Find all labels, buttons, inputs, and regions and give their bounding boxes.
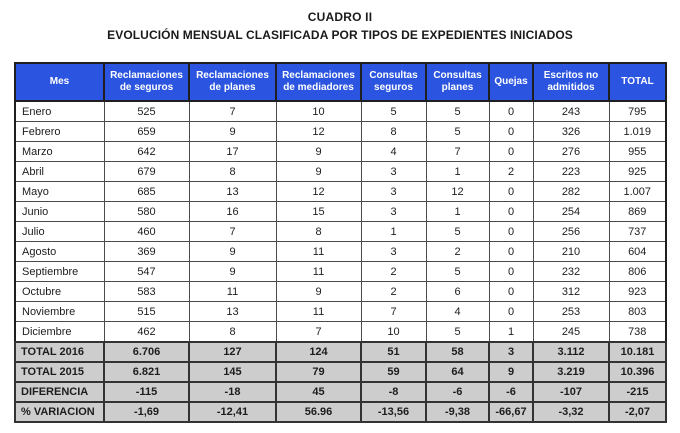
- data-cell: 2: [426, 242, 489, 262]
- data-cell: 547: [104, 262, 189, 282]
- data-cell: 145: [189, 362, 276, 382]
- data-cell: -8: [361, 382, 426, 402]
- month-label: Octubre: [15, 282, 104, 302]
- data-cell: 0: [489, 122, 533, 142]
- data-cell: 0: [489, 202, 533, 222]
- data-cell: -1,69: [104, 402, 189, 422]
- data-cell: 282: [533, 182, 609, 202]
- data-cell: 5: [361, 101, 426, 122]
- table-row: [15, 162, 666, 182]
- data-cell: 12: [426, 182, 489, 202]
- table-row: [15, 182, 666, 202]
- column-header: TOTAL: [609, 63, 666, 101]
- data-cell: 803: [609, 302, 666, 322]
- data-cell: 0: [489, 282, 533, 302]
- column-header: Reclamaciones de mediadores: [276, 63, 361, 101]
- month-label: Agosto: [15, 242, 104, 262]
- data-cell: 10.396: [609, 362, 666, 382]
- total-row: [15, 342, 666, 362]
- column-header: Quejas: [489, 63, 533, 101]
- column-header: Escritos no admitidos: [533, 63, 609, 101]
- data-cell: 0: [489, 302, 533, 322]
- total-label: % VARIACION: [15, 402, 104, 422]
- data-cell: 13: [189, 302, 276, 322]
- table-row: [15, 322, 666, 343]
- data-cell: 580: [104, 202, 189, 222]
- data-cell: 256: [533, 222, 609, 242]
- table-footer: [15, 342, 666, 422]
- data-cell: 0: [489, 182, 533, 202]
- data-cell: 59: [361, 362, 426, 382]
- data-cell: 525: [104, 101, 189, 122]
- month-label: Mayo: [15, 182, 104, 202]
- data-cell: 17: [189, 142, 276, 162]
- data-cell: 8: [189, 322, 276, 343]
- data-cell: 12: [276, 122, 361, 142]
- data-cell: 6: [426, 282, 489, 302]
- data-cell: -9,38: [426, 402, 489, 422]
- data-cell: 2: [489, 162, 533, 182]
- table-row: [15, 101, 666, 122]
- data-cell: 0: [489, 242, 533, 262]
- page-title: CUADRO II: [307, 10, 373, 24]
- column-header: Consultas seguros: [361, 63, 426, 101]
- data-cell: 7: [361, 302, 426, 322]
- data-cell: 0: [489, 101, 533, 122]
- data-cell: -107: [533, 382, 609, 402]
- data-cell: 12: [276, 182, 361, 202]
- table-row: [15, 262, 666, 282]
- data-cell: 51: [361, 342, 426, 362]
- data-cell: 3: [361, 162, 426, 182]
- data-cell: 15: [276, 202, 361, 222]
- column-header: Mes: [15, 63, 104, 101]
- table-body: [15, 101, 666, 342]
- month-label: Julio: [15, 222, 104, 242]
- data-cell: 3: [361, 242, 426, 262]
- data-cell: 223: [533, 162, 609, 182]
- data-cell: 955: [609, 142, 666, 162]
- data-cell: 276: [533, 142, 609, 162]
- data-cell: 58: [426, 342, 489, 362]
- total-row: [15, 362, 666, 382]
- total-label: TOTAL 2016: [15, 342, 104, 362]
- data-cell: 642: [104, 142, 189, 162]
- page-subtitle: EVOLUCIÓN MENSUAL CLASIFICADA POR TIPOS DE EXPEDIENTES INICIADOS: [107, 28, 573, 42]
- month-label: Abril: [15, 162, 104, 182]
- total-label: DIFERENCIA: [15, 382, 104, 402]
- data-cell: 10: [361, 322, 426, 343]
- data-cell: 254: [533, 202, 609, 222]
- data-cell: 3: [361, 202, 426, 222]
- data-cell: 4: [426, 302, 489, 322]
- data-cell: 9: [189, 122, 276, 142]
- month-label: Febrero: [15, 122, 104, 142]
- data-cell: 369: [104, 242, 189, 262]
- data-cell: 7: [276, 322, 361, 343]
- data-cell: 925: [609, 162, 666, 182]
- data-cell: 127: [189, 342, 276, 362]
- data-cell: 9: [189, 262, 276, 282]
- data-cell: 515: [104, 302, 189, 322]
- data-cell: -6: [426, 382, 489, 402]
- data-cell: 869: [609, 202, 666, 222]
- data-cell: 3: [361, 182, 426, 202]
- data-cell: 679: [104, 162, 189, 182]
- data-cell: 604: [609, 242, 666, 262]
- data-cell: 56.96: [276, 402, 361, 422]
- data-cell: 0: [489, 222, 533, 242]
- data-cell: -6: [489, 382, 533, 402]
- data-cell: 795: [609, 101, 666, 122]
- data-cell: 9: [276, 162, 361, 182]
- total-row: [15, 382, 666, 402]
- data-cell: 1.019: [609, 122, 666, 142]
- data-cell: 0: [489, 142, 533, 162]
- data-cell: 232: [533, 262, 609, 282]
- data-cell: 7: [189, 222, 276, 242]
- data-cell: 462: [104, 322, 189, 343]
- data-cell: 0: [489, 262, 533, 282]
- data-cell: 737: [609, 222, 666, 242]
- data-cell: 583: [104, 282, 189, 302]
- data-cell: 2: [361, 282, 426, 302]
- data-cell: 8: [276, 222, 361, 242]
- data-cell: 685: [104, 182, 189, 202]
- data-cell: -3,32: [533, 402, 609, 422]
- table-row: [15, 122, 666, 142]
- data-cell: -12,41: [189, 402, 276, 422]
- data-cell: 11: [189, 282, 276, 302]
- data-cell: 2: [361, 262, 426, 282]
- data-cell: 5: [426, 222, 489, 242]
- data-cell: 9: [276, 142, 361, 162]
- data-cell: 9: [276, 282, 361, 302]
- month-label: Septiembre: [15, 262, 104, 282]
- data-cell: 4: [361, 142, 426, 162]
- column-header: Reclamaciones de planes: [189, 63, 276, 101]
- data-cell: -13,56: [361, 402, 426, 422]
- data-cell: -115: [104, 382, 189, 402]
- data-cell: 460: [104, 222, 189, 242]
- data-cell: -66,67: [489, 402, 533, 422]
- data-cell: -18: [189, 382, 276, 402]
- data-cell: 1: [489, 322, 533, 343]
- month-label: Junio: [15, 202, 104, 222]
- data-cell: -215: [609, 382, 666, 402]
- column-header: Reclamaciones de seguros: [104, 63, 189, 101]
- data-cell: 1: [426, 202, 489, 222]
- month-label: Marzo: [15, 142, 104, 162]
- data-cell: 9: [189, 242, 276, 262]
- data-cell: -2,07: [609, 402, 666, 422]
- data-cell: 11: [276, 242, 361, 262]
- data-cell: 6.821: [104, 362, 189, 382]
- data-cell: 312: [533, 282, 609, 302]
- data-cell: 5: [426, 322, 489, 343]
- table-row: [15, 242, 666, 262]
- table-row: [15, 202, 666, 222]
- data-cell: 5: [426, 101, 489, 122]
- month-label: Noviembre: [15, 302, 104, 322]
- total-label: TOTAL 2015: [15, 362, 104, 382]
- data-cell: 243: [533, 101, 609, 122]
- month-label: Enero: [15, 101, 104, 122]
- data-cell: 64: [426, 362, 489, 382]
- data-cell: 5: [426, 262, 489, 282]
- data-cell: 79: [276, 362, 361, 382]
- data-cell: 6.706: [104, 342, 189, 362]
- table-row: [15, 302, 666, 322]
- data-cell: 7: [189, 101, 276, 122]
- data-cell: 659: [104, 122, 189, 142]
- table-row: [15, 222, 666, 242]
- data-cell: 1.007: [609, 182, 666, 202]
- table-row: [15, 142, 666, 162]
- total-row: [15, 402, 666, 422]
- data-cell: 9: [489, 362, 533, 382]
- data-cell: 16: [189, 202, 276, 222]
- document-title-block: [0, 0, 680, 42]
- data-cell: 3.112: [533, 342, 609, 362]
- data-cell: 806: [609, 262, 666, 282]
- data-cell: 326: [533, 122, 609, 142]
- monthly-records-table: [14, 62, 667, 423]
- data-cell: 8: [189, 162, 276, 182]
- data-cell: 3.219: [533, 362, 609, 382]
- data-cell: 1: [361, 222, 426, 242]
- data-cell: 923: [609, 282, 666, 302]
- data-cell: 1: [426, 162, 489, 182]
- data-cell: 210: [533, 242, 609, 262]
- table-header-row: [15, 63, 666, 101]
- table-row: [15, 282, 666, 302]
- data-cell: 8: [361, 122, 426, 142]
- data-cell: 253: [533, 302, 609, 322]
- data-cell: 11: [276, 262, 361, 282]
- month-label: Diciembre: [15, 322, 104, 343]
- data-cell: 45: [276, 382, 361, 402]
- data-cell: 7: [426, 142, 489, 162]
- data-cell: 10.181: [609, 342, 666, 362]
- data-cell: 738: [609, 322, 666, 343]
- column-header: Consultas planes: [426, 63, 489, 101]
- data-cell: 13: [189, 182, 276, 202]
- data-cell: 245: [533, 322, 609, 343]
- data-cell: 124: [276, 342, 361, 362]
- data-cell: 11: [276, 302, 361, 322]
- data-cell: 3: [489, 342, 533, 362]
- data-cell: 5: [426, 122, 489, 142]
- data-cell: 10: [276, 101, 361, 122]
